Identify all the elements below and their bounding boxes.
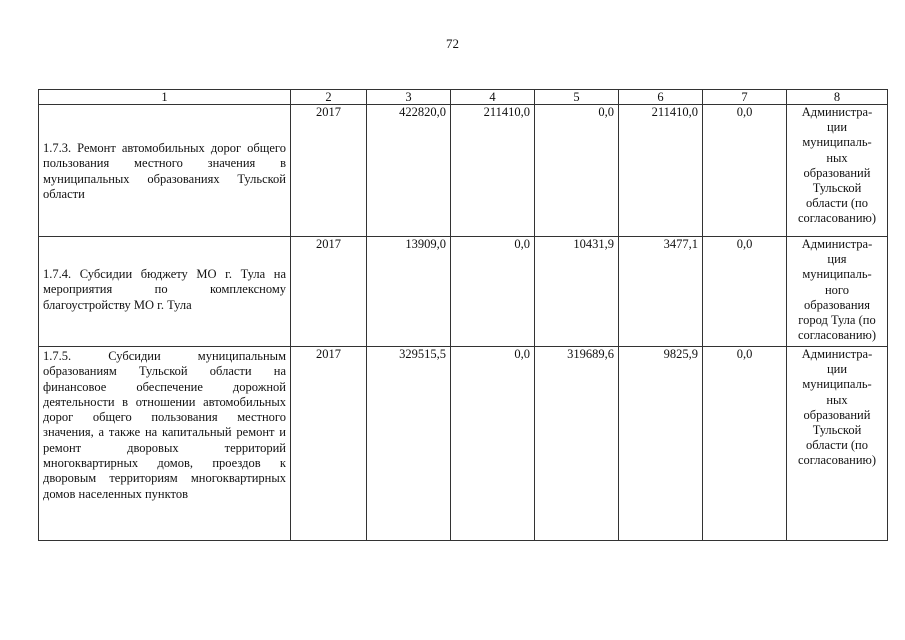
responsible-line: области (по — [805, 438, 868, 453]
row-col-7: 0,0 — [703, 237, 787, 347]
responsible-line: ции — [826, 120, 848, 135]
column-header-7: 7 — [703, 90, 787, 105]
responsible-line: согласованию) — [797, 453, 877, 468]
responsible-line: муниципаль- — [802, 377, 872, 392]
responsible-line: ных — [826, 392, 848, 407]
row-name: 1.7.5. Субсидии муниципальным образованиям Тульской области на финансовое обеспечение дорожной деятельности в отношении автомобильных дорог общего пользования местного значения, а также на капитальный ремонт и ремонт дворовых территорий многоквартирных домов, проездов к дворовым территориям многоквартирных домов населенных пунктов — [39, 347, 291, 541]
responsible-line: Администра- — [801, 347, 873, 361]
column-header-2: 2 — [291, 90, 367, 105]
responsible-line: Администра- — [801, 105, 873, 119]
header-row — [39, 90, 888, 105]
row-col-5: 0,0 — [535, 105, 619, 237]
row-total: 13909,0 — [367, 237, 451, 347]
column-header-1: 1 — [39, 90, 291, 105]
responsible-line: области (по — [805, 196, 868, 211]
row-year: 2017 — [291, 347, 367, 541]
row-responsible — [787, 347, 888, 541]
row-name: 1.7.3. Ремонт автомобильных дорог общего пользования местного значения в муниципальных образованиях Тульской области — [39, 105, 291, 237]
responsible-line: муниципаль- — [802, 267, 872, 282]
row-col-5: 10431,9 — [535, 237, 619, 347]
row-col-6: 3477,1 — [619, 237, 703, 347]
column-header-6: 6 — [619, 90, 703, 105]
column-header-8: 8 — [787, 90, 888, 105]
row-year: 2017 — [291, 105, 367, 237]
row-total: 329515,5 — [367, 347, 451, 541]
responsible-line: муниципаль- — [802, 135, 872, 150]
responsible-line: образования — [804, 297, 870, 312]
row-year: 2017 — [291, 237, 367, 347]
responsible-line: ного — [824, 282, 849, 297]
row-col-4: 0,0 — [451, 347, 535, 541]
row-col-7: 0,0 — [703, 105, 787, 237]
row-col-4: 211410,0 — [451, 105, 535, 237]
row-name: 1.7.4. Субсидии бюджету МО г. Тула на мероприятия по комплексному благоустройству МО г. Тула — [39, 237, 291, 347]
table-row — [39, 237, 888, 347]
responsible-line: согласованию) — [797, 328, 877, 343]
table-row — [39, 347, 888, 541]
row-responsible — [787, 237, 888, 347]
column-header-5: 5 — [535, 90, 619, 105]
responsible-line: ных — [826, 150, 848, 165]
responsible-line: Тульской — [812, 181, 862, 196]
responsible-line: образований — [803, 165, 871, 180]
responsible-line: образований — [803, 407, 871, 422]
row-total: 422820,0 — [367, 105, 451, 237]
table-row — [39, 105, 888, 237]
responsible-line: согласованию) — [797, 211, 877, 226]
responsible-line: город Тула (по — [798, 313, 876, 328]
responsible-line: Администра- — [801, 237, 873, 251]
row-col-6: 211410,0 — [619, 105, 703, 237]
column-header-4: 4 — [451, 90, 535, 105]
responsible-line: Тульской — [812, 423, 862, 438]
responsible-line: ция — [827, 252, 847, 267]
program-table — [38, 89, 888, 541]
row-col-4: 0,0 — [451, 237, 535, 347]
row-col-7: 0,0 — [703, 347, 787, 541]
responsible-line: ции — [826, 362, 848, 377]
row-responsible — [787, 105, 888, 237]
column-header-3: 3 — [367, 90, 451, 105]
row-col-5: 319689,6 — [535, 347, 619, 541]
page-number: 72 — [446, 36, 459, 51]
row-col-6: 9825,9 — [619, 347, 703, 541]
